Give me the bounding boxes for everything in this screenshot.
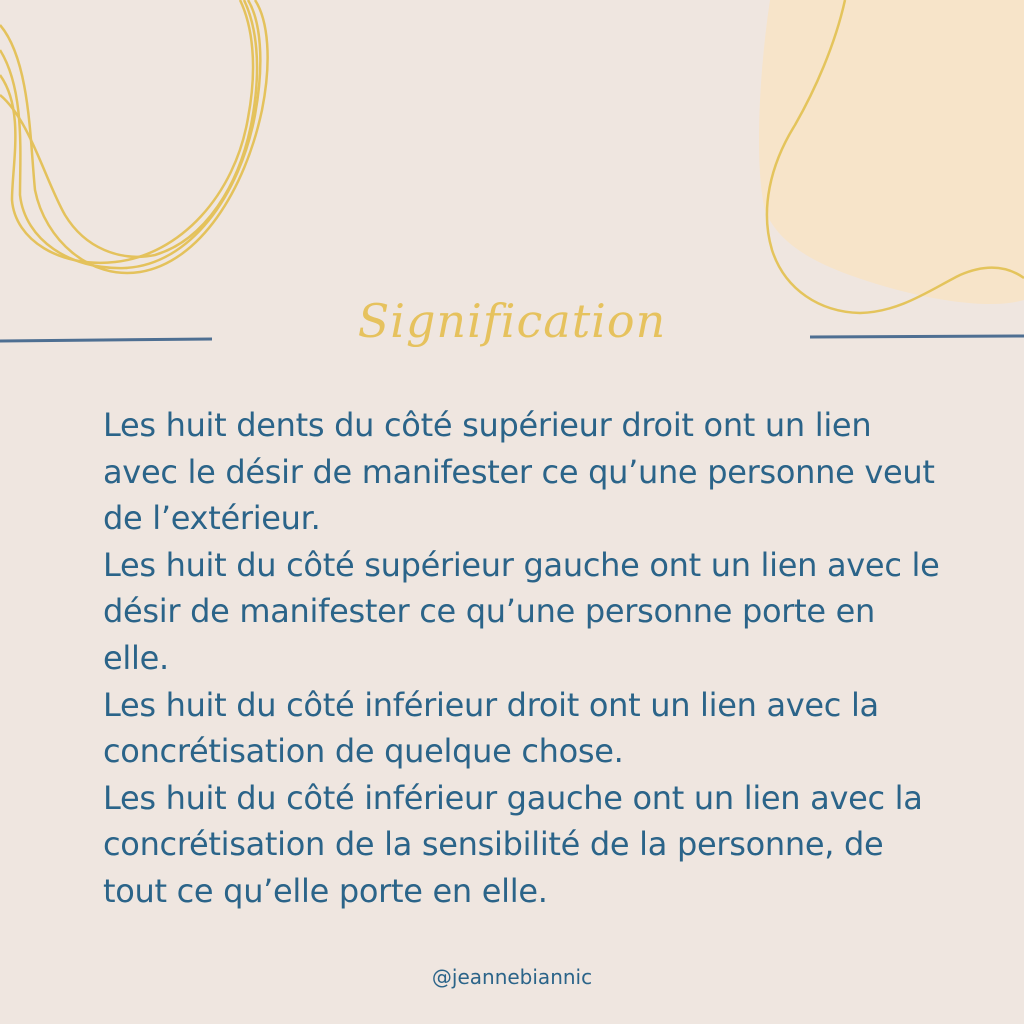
paragraph-4: Les huit du côté inférieur gauche ont un lien avec la concrétisation de la sensibilité de la personne, de tout ce qu’elle porte en elle.: [103, 778, 923, 910]
body-text: [103, 402, 943, 915]
page-title: Signification: [357, 294, 667, 348]
blob-shape: [759, 0, 1024, 304]
social-handle: @jeannebiannic: [431, 965, 593, 989]
wavy-lines: [0, 0, 268, 273]
paragraph-1: Les huit dents du côté supérieur droit ont un lien avec le désir de manifester ce qu’une personne veut de l’extérieur.: [103, 406, 935, 538]
paragraph-3: Les huit du côté inférieur droit ont un lien avec la concrétisation de quelque chose.: [103, 685, 879, 771]
paragraph-2: Les huit du côté supérieur gauche ont un lien avec le désir de manifester ce qu’une personne porte en elle.: [103, 545, 940, 677]
